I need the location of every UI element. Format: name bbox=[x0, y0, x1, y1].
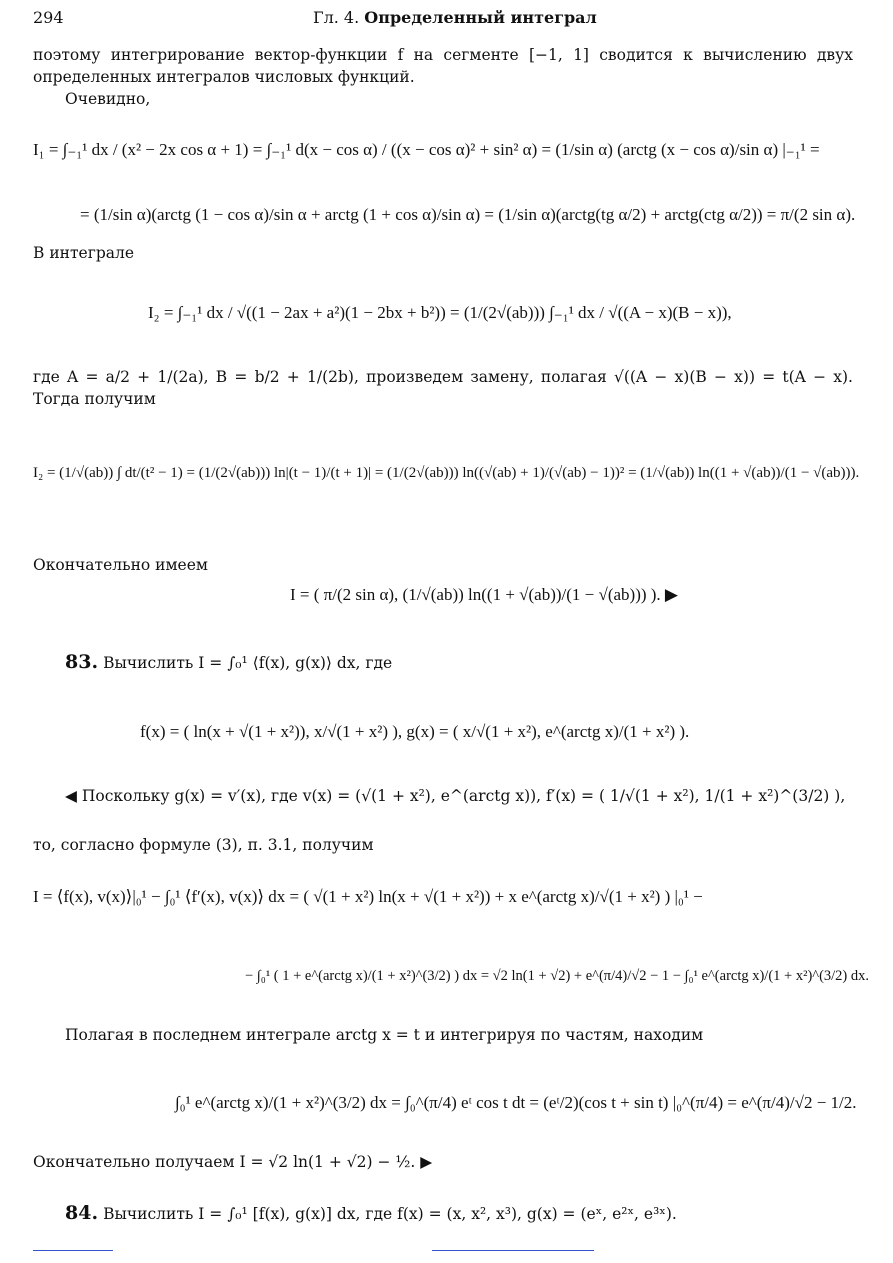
equation-83-line1: I = ⟨f(x), v(x)⟩|₀¹ − ∫₀¹ ⟨f′(x), v(x)⟩ dx = ( √(1 + x²) ln(x + √(1 + x²)) + x e^(arctg x)/√(1 + x²) ) |₀¹ − bbox=[33, 887, 703, 906]
footer-link-line[interactable] bbox=[432, 1250, 594, 1251]
problem-number: 83. bbox=[65, 651, 99, 673]
problem-text: Вычислить I = ∫₀¹ [f(x), g(x)] dx, где f(x) = (x, x², x³), g(x) = (eˣ, e²ˣ, e³ˣ). bbox=[103, 1205, 677, 1223]
text-in-integral: В интеграле bbox=[33, 244, 135, 262]
equation-83-line2: − ∫₀¹ ( 1 + e^(arctg x)/(1 + x²)^(3/2) ) dx = √2 ln(1 + √2) + e^(π/4)/√2 − 1 − ∫₀¹ e^(arctg x)/(1 + x²)^(3/2) dx. bbox=[245, 968, 870, 984]
paragraph-intro: поэтому интегрирование вектор-функции f на сегменте [−1, 1] сводится к вычислению двух определенных интегралов числовых функций. bbox=[33, 46, 853, 86]
equation-I2-substitution: I₂ = (1/√(ab)) ∫ dt/(t² − 1) = (1/(2√(ab))) ln|(t − 1)/(t + 1)| = (1/(2√(ab))) ln((√(ab) + 1)/(√(ab) − 1))² = (1/√(ab)) ln((1 + √(ab))/(1 − √(ab))). bbox=[33, 465, 860, 481]
running-header bbox=[313, 8, 597, 27]
text-obviously: Очевидно, bbox=[65, 90, 151, 108]
footer-link-line[interactable] bbox=[33, 1250, 113, 1251]
page-number: 294 bbox=[33, 8, 64, 27]
text-by-parts: Полагая в последнем интеграле arctg x = t и интегрируя по частям, находим bbox=[65, 1026, 704, 1044]
equation-f-g: f(x) = ( ln(x + √(1 + x²)), x/√(1 + x²) ), g(x) = ( x/√(1 + x²), e^(arctg x)/(1 + x²) ). bbox=[140, 722, 690, 741]
equation-I2: I₂ = ∫₋₁¹ dx / √((1 − 2ax + a²)(1 − 2bx + b²)) = (1/(2√(ab))) ∫₋₁¹ dx / √((A − x)(B − x)), bbox=[148, 303, 732, 322]
chapter-title: Определенный интеграл bbox=[364, 8, 597, 27]
problem-83 bbox=[65, 651, 392, 673]
equation-83-line3: ∫₀¹ e^(arctg x)/(1 + x²)^(3/2) dx = ∫₀^(π/4) eᵗ cos t dt = (eᵗ/2)(cos t + sin t) |₀^(π/4) = e^(π/4)/√2 − 1/2. bbox=[175, 1093, 857, 1112]
text-then: то, согласно формуле (3), п. 3.1, получим bbox=[33, 836, 374, 854]
problem-text: Вычислить I = ∫₀¹ ⟨f(x), g(x)⟩ dx, где bbox=[103, 654, 393, 672]
problem-number: 84. bbox=[65, 1202, 99, 1224]
paragraph-substitution: где A = a/2 + 1/(2a), B = b/2 + 1/(2b), произведем замену, полагая √((A − x)(B − x)) = t(A − x). Тогда получим bbox=[33, 368, 853, 408]
text-finally-have: Окончательно имеем bbox=[33, 556, 208, 574]
equation-I-result: I = ( π/(2 sin α), (1/√(ab)) ln((1 + √(ab))/(1 − √(ab))) ). ▶ bbox=[290, 585, 678, 604]
equation-I1-line2: = (1/sin α)(arctg (1 − cos α)/sin α + arctg (1 + cos α)/sin α) = (1/sin α)(arctg(tg α/2) + arctg(ctg α/2)) = π/(2 sin α). bbox=[80, 205, 856, 224]
text-since: ◀ Поскольку g(x) = v′(x), где v(x) = (√(1 + x²), e^(arctg x)), f′(x) = ( 1/√(1 + x²), 1/(1 + x²)^(3/2) ), bbox=[65, 787, 846, 805]
problem-84 bbox=[65, 1202, 677, 1224]
chapter-prefix: Гл. 4. bbox=[313, 8, 360, 27]
equation-I1-line1: I₁ = ∫₋₁¹ dx / (x² − 2x cos α + 1) = ∫₋₁¹ d(x − cos α) / ((x − cos α)² + sin² α) = (1/sin α) (arctg (x − cos α)/sin α) |₋₁¹ = bbox=[33, 140, 820, 159]
text-finally-get: Окончательно получаем I = √2 ln(1 + √2) − ½. ▶ bbox=[33, 1153, 433, 1171]
